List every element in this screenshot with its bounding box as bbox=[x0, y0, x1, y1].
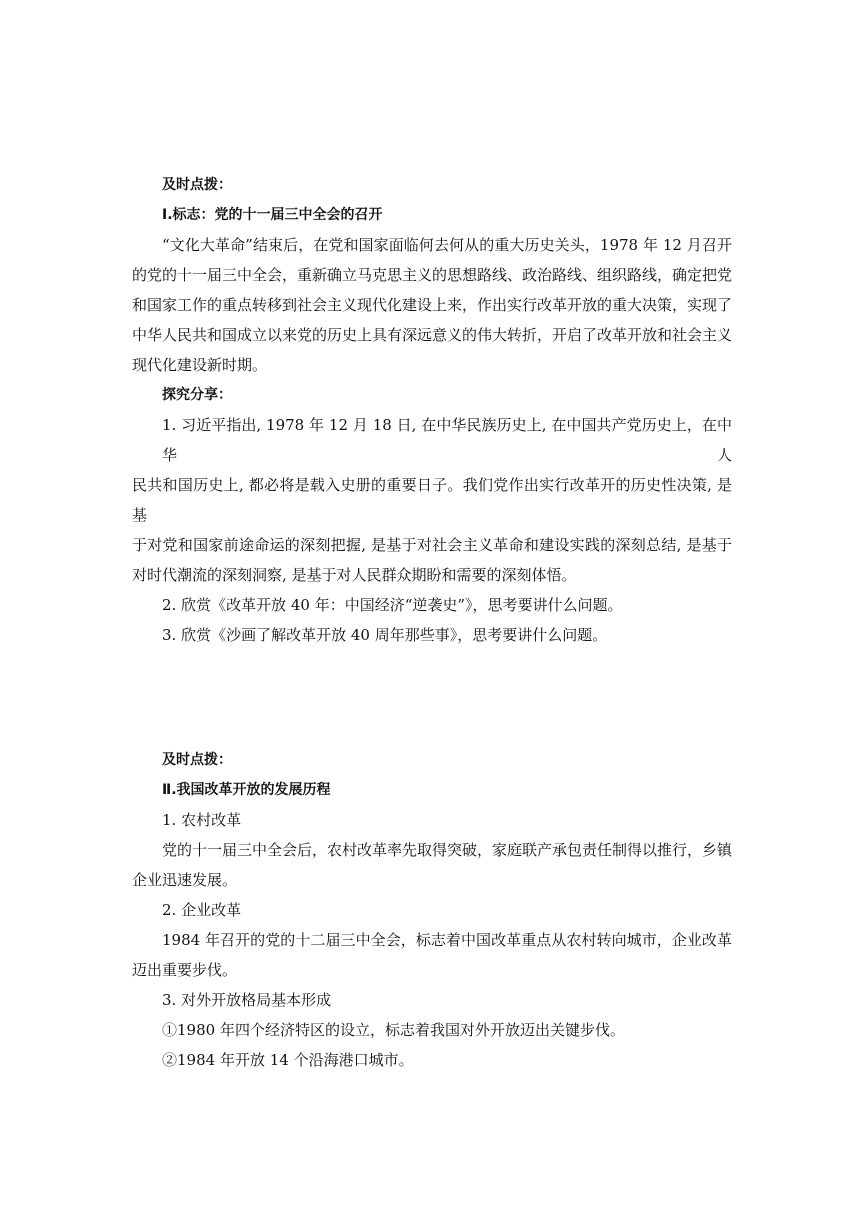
paragraph-line: 中华人民共和国成立以来党的历史上具有深远意义的伟大转折，开启了改革开放和社会主义 bbox=[132, 326, 733, 344]
subsection-title-enterprise-reform: 2. 企业改革 bbox=[162, 901, 242, 919]
paragraph-line: 现代化建设新时期。 bbox=[132, 356, 268, 374]
explore-item-line: 民共和国历史上, 都必将是载入史册的重要日子。我们党作出实行改革开的历史性决策, 是基 bbox=[132, 476, 732, 524]
opening-up-item-1: ①1980 年四个经济特区的设立，标志着我国对外开放迈出关键步伐。 bbox=[162, 1021, 625, 1039]
paragraph-line: 迈出重要步伐。 bbox=[132, 961, 238, 979]
section-2 bbox=[132, 745, 732, 1075]
explore-item-1 bbox=[132, 410, 732, 590]
paragraph-line: 党的十一届三中全会后，农村改革率先取得突破，家庭联产承包责任制得以推行，乡镇 bbox=[162, 841, 733, 859]
paragraph-line: 企业迅速发展。 bbox=[132, 871, 238, 889]
section-heading: Ⅰ.标志：党的十一届三中全会的召开 bbox=[162, 207, 383, 223]
explore-item-line: 1. 习近平指出, 1978 年 12 月 18 日, 在中华民族历史上, 在中国共产党历史上，在中华人 bbox=[162, 416, 732, 464]
tip-label: 及时点拨： bbox=[162, 752, 232, 768]
paragraph bbox=[132, 230, 732, 380]
paragraph-line: 和国家工作的重点转移到社会主义现代化建设上来，作出实行改革开放的重大决策，实现了 bbox=[132, 296, 733, 314]
explore-item-line: 于对党和国家前途命运的深刻把握, 是基于对社会主义革命和建设实践的深刻总结, 是基于 bbox=[132, 536, 732, 554]
explore-item-2: 2. 欣赏《改革开放 40 年：中国经济“逆袭史”》，思考要讲什么问题。 bbox=[162, 596, 623, 614]
explore-item-line: 对时代潮流的深刻洞察, 是基于对人民群众期盼和需要的深刻体悟。 bbox=[132, 566, 577, 584]
subsection-title-opening-up: 3. 对外开放格局基本形成 bbox=[162, 991, 332, 1009]
explore-label: 探究分享： bbox=[162, 387, 232, 403]
opening-up-item-2: ②1984 年开放 14 个沿海港口城市。 bbox=[162, 1051, 414, 1069]
paragraph-line: 1984 年召开的党的十二届三中全会，标志着中国改革重点从农村转向城市，企业改革 bbox=[162, 931, 732, 949]
tip-label: 及时点拨： bbox=[162, 177, 232, 193]
section-1 bbox=[132, 170, 732, 650]
subsection-title-rural-reform: 1. 农村改革 bbox=[162, 811, 242, 829]
section-heading: Ⅱ.我国改革开放的发展历程 bbox=[162, 782, 331, 798]
paragraph-line: 的党的十一届三中全会，重新确立马克思主义的思想路线、政治路线、组织路线，确定把党 bbox=[132, 266, 733, 284]
paragraph-line: “文化大革命”结束后，在党和国家面临何去何从的重大历史关头，1978 年 12 月召开 bbox=[162, 236, 732, 254]
explore-item-3: 3. 欣赏《沙画了解改革开放 40 周年那些事》，思考要讲什么问题。 bbox=[162, 626, 608, 644]
